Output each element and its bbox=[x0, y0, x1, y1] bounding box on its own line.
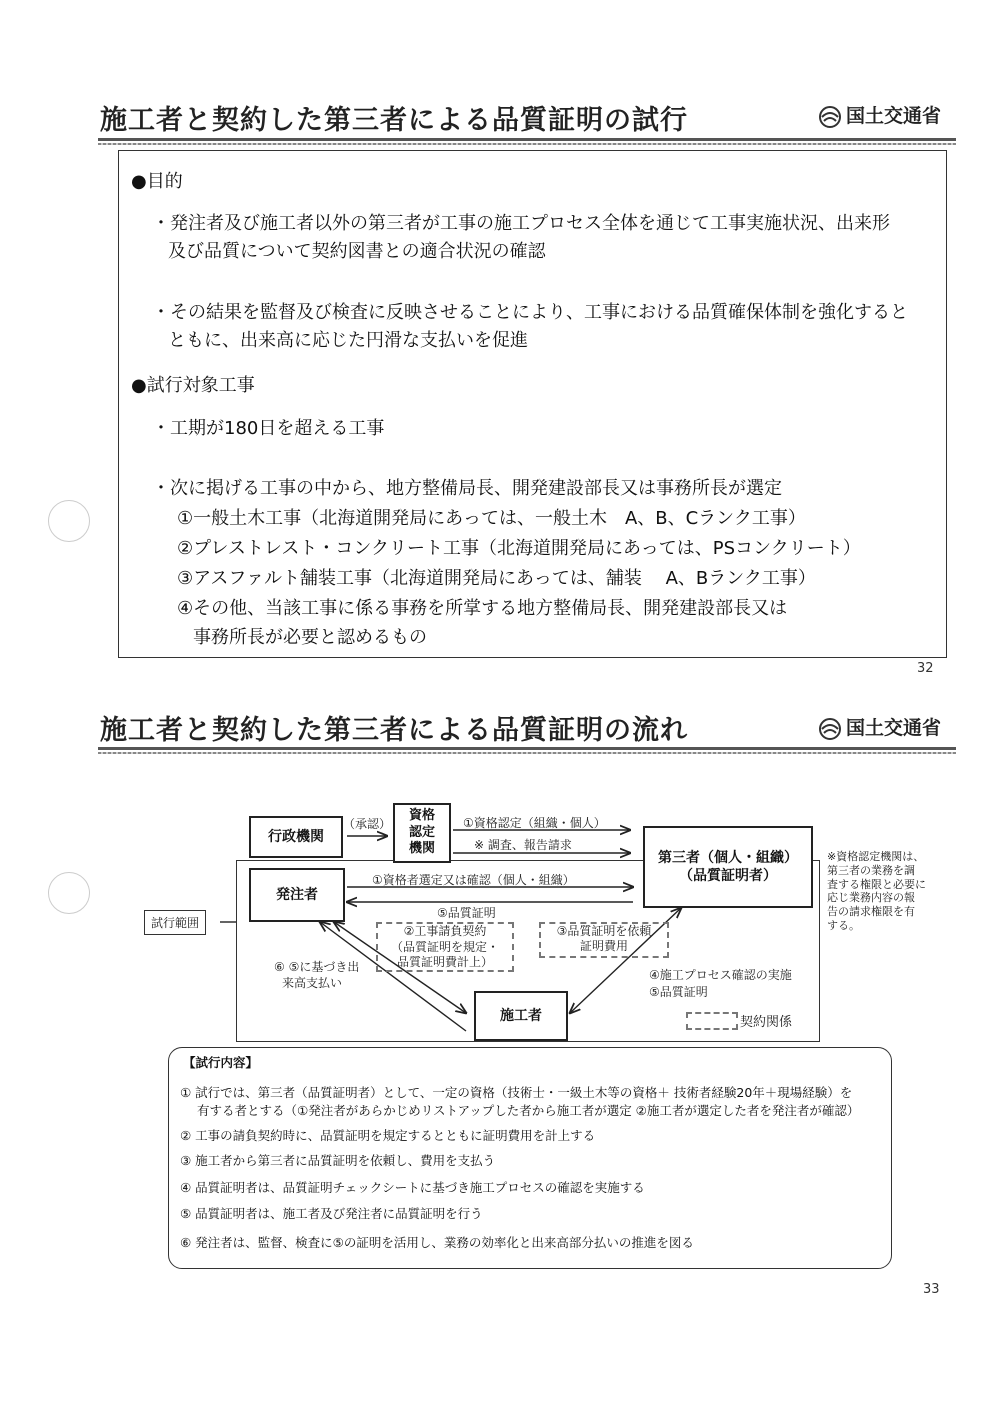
page-number: 33 bbox=[923, 1282, 940, 1297]
trial-heading: 【試行内容】 bbox=[183, 1055, 259, 1070]
node-certification-body: 資格 認定 機関 bbox=[393, 803, 451, 863]
target-line: ・次に掲げる工事の中から、地方整備局長、開発建設部長又は事務所長が選定 bbox=[152, 478, 782, 499]
payment-label: 来高支払い bbox=[282, 976, 343, 990]
node-gyosei-kikan: 行政機関 bbox=[249, 816, 343, 858]
purpose-line: ・発注者及び施工者以外の第三者が工事の施工プロセス全体を通じて工事実施状況、出来形 bbox=[152, 213, 890, 234]
purpose-line: 及び品質について契約図書との適合状況の確認 bbox=[168, 241, 546, 262]
target-line: ④その他、当該工事に係る事務を所掌する地方整備局長、開発建設部長又は bbox=[177, 598, 788, 619]
select-label: ①資格者選定又は確認（個人・組織） bbox=[372, 873, 575, 887]
trial-item: ⑤ 品質証明者は、施工者及び発注者に品質証明を行う bbox=[180, 1206, 483, 1221]
purpose-line: ともに、出来高に応じた円滑な支払いを促進 bbox=[168, 330, 528, 351]
target-heading: ●試行対象工事 bbox=[131, 375, 255, 396]
side-note: ※資格認定機関は、 第三者の業務を調 査する権限と必要に 応じ業務内容の報 告の請求権限を有 する。 bbox=[827, 850, 926, 932]
page-number: 32 bbox=[917, 661, 934, 676]
node-hatchusha: 発注者 bbox=[249, 868, 345, 922]
survey-label: ※ 調査、報告請求 bbox=[474, 838, 572, 852]
request-dashed-box bbox=[539, 922, 669, 958]
target-line: ①一般土木工事（北海道開発局にあっては、一般土木 A、B、Cランク工事） bbox=[177, 508, 806, 529]
request-label: 証明費用 bbox=[579, 939, 628, 953]
request-label: ③品質証明を依頼 bbox=[556, 924, 652, 938]
bullet-dot-icon: ● bbox=[131, 171, 147, 192]
trial-item: 有する者とする（①発注者があらかじめリストアップした者から施工者が選定 ②施工者が選定した者を発注者が確認） bbox=[197, 1103, 860, 1118]
legend-label: 契約関係 bbox=[740, 1015, 793, 1030]
process-label: ④施工プロセス確認の実施 bbox=[649, 968, 792, 982]
contract-dashed-box bbox=[376, 922, 514, 972]
bullet-dot-icon: ● bbox=[131, 375, 147, 396]
slide33-title: 施工者と契約した第三者による品質証明の流れ bbox=[100, 715, 688, 746]
trial-item: ③ 施工者から第三者に品質証明を依頼し、費用を支払う bbox=[180, 1153, 496, 1168]
purpose-heading: ●目的 bbox=[131, 171, 183, 192]
node-sekosha: 施工者 bbox=[474, 991, 568, 1041]
mlit-logo-text: 国土交通省 bbox=[846, 105, 942, 127]
target-line: ②プレストレスト・コンクリート工事（北海道開発局にあっては、PSコンクリート） bbox=[177, 538, 861, 559]
target-line: ・工期が180日を超える工事 bbox=[152, 418, 385, 439]
trial-item: ② 工事の請負契約時に、品質証明を規定するとともに証明費用を計上する bbox=[180, 1128, 596, 1143]
mlit-logo-text: 国土交通省 bbox=[846, 717, 942, 739]
target-line: 事務所長が必要と認めるもの bbox=[193, 627, 427, 648]
target-line: ③アスファルト舗装工事（北海道開発局にあっては、舗装 A、Bランク工事） bbox=[177, 568, 816, 589]
contract-label: （品質証明を規定・ bbox=[390, 939, 499, 954]
trial-item: ④ 品質証明者は、品質証明チェックシートに基づき施工プロセスの確認を実施する bbox=[180, 1180, 645, 1195]
cert-label: ①資格認定（組織・個人） bbox=[463, 816, 606, 830]
trial-item: ⑥ 発注者は、監督、検査に⑤の証明を活用し、業務の効率化と出来高部分払いの推進を図る bbox=[180, 1235, 694, 1250]
contract-label: 品質証明費計上） bbox=[396, 955, 493, 970]
approval-label: （承認） bbox=[343, 817, 392, 831]
contract-label: ②工事請負契約 bbox=[403, 924, 487, 938]
process-label: ⑤品質証明 bbox=[649, 985, 708, 999]
payment-label: ⑥ ⑤に基づき出 bbox=[274, 960, 360, 974]
purpose-line: ・その結果を監督及び検査に反映させることにより、工事における品質確保体制を強化すると bbox=[152, 302, 908, 323]
cert5-label: ⑤品質証明 bbox=[437, 906, 496, 920]
node-third-party: 第三者（個人・組織） （品質証明者） bbox=[643, 826, 813, 908]
trial-item: ① 試行では、第三者（品質証明者）として、一定の資格（技術士・一級土木等の資格＋ 技術者経験20年＋現場経験）を bbox=[180, 1085, 853, 1100]
scope-label-box: 試行範囲 bbox=[144, 910, 206, 935]
slide32-title: 施工者と契約した第三者による品質証明の試行 bbox=[100, 105, 688, 136]
legend-dashed-swatch bbox=[686, 1012, 738, 1030]
